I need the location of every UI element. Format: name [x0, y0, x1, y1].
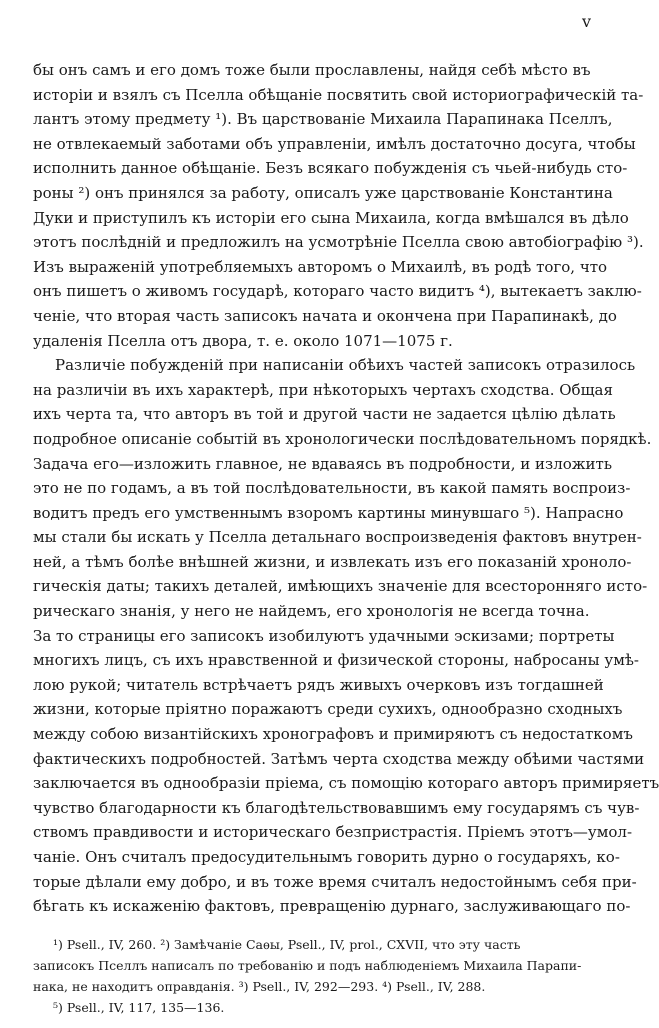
text-line: рическаго знанія, у него не найдемъ, его хронологія не всегда точна. — [33, 602, 590, 621]
text-line: подробное описаніе событій въ хронологически послѣдовательномъ порядкѣ. — [33, 429, 652, 448]
text-line: бѣгать къ искаженію фактовъ, превращенію дурнаго, заслуживающаго по- — [33, 897, 631, 916]
text-line: это не по годамъ, а въ той послѣдовательности, въ какой память воспроиз- — [33, 479, 631, 498]
text-line: удаленія Пселла отъ двора, т. е. около 1071—1075 г. — [33, 331, 453, 350]
text-line: Различіе побужденій при написаніи обѣихъ частей записокъ отразилось — [55, 356, 636, 375]
footnote-line: ¹) Psell., IV, 260. ²) Замѣчаніе Саѳы, Psell., IV, prol., CXVII, что эту часть — [53, 937, 521, 952]
text-line: ней, а тѣмъ болѣе внѣшней жизни, и извлекать изъ его показаній хроноло- — [33, 552, 632, 571]
paragraph-2 — [33, 353, 659, 919]
text-line: ствомъ правдивости и историческаго безпристрастія. Пріемъ этотъ—умол- — [33, 823, 633, 842]
footnotes — [33, 934, 589, 1018]
page-number: v — [582, 12, 592, 31]
text-line: роны ²) онъ принялся за работу, описалъ уже царствованіе Константина — [33, 183, 613, 202]
footnote-line: записокъ Пселлъ написалъ по требованію и подъ наблюденіемъ Михаила Парапи- — [33, 958, 582, 973]
text-line: жизни, которые пріятно поражаютъ среди сухихъ, однообразно сходныхъ — [33, 700, 623, 719]
text-line: Изъ выраженій употребляемыхъ авторомъ о Михаилѣ, въ родѣ того, что — [33, 257, 608, 276]
text-line: фактическихъ подробностей. Затѣмъ черта сходства между обѣими частями — [33, 749, 645, 768]
text-line: между собою византійскихъ хронографовъ и примиряютъ съ недостаткомъ — [33, 725, 633, 744]
text-line: многихъ лицъ, съ ихъ нравственной и физической стороны, набросаны умѣ- — [33, 651, 639, 670]
text-line: исторіи и взялъ съ Пселла обѣщаніе посвятить свой историографическій та- — [33, 85, 644, 104]
text-line: водитъ предъ его умственнымъ взоромъ картины минувшаго ⁵). Напрасно — [33, 503, 624, 522]
text-line: торые дѣлали ему добро, и въ тоже время считалъ недостойнымъ себя при- — [33, 872, 637, 891]
text-line: исполнить данное обѣщаніе. Безъ всякаго побужденія съ чьей-нибудь сто- — [33, 159, 628, 178]
paragraph-1 — [33, 58, 644, 353]
text-line: лою рукой; читатель встрѣчаетъ рядъ живыхъ очерковъ изъ тогдашней — [33, 675, 604, 694]
main-text — [33, 58, 659, 919]
text-line: Дуки и приступилъ къ исторіи его сына Михаила, когда вмѣшался въ дѣло — [33, 208, 629, 227]
text-line: ченіе, что вторая часть записокъ начата и окончена при Парапинакѣ, до — [33, 306, 617, 325]
text-line: За то страницы его записокъ изобилуютъ удачными эскизами; портреты — [33, 626, 615, 645]
text-line: Задача его—изложить главное, не вдаваясь въ подробности, и изложить — [33, 454, 613, 473]
text-line: на различіи въ ихъ характерѣ, при нѣкоторыхъ чертахъ сходства. Общая — [33, 380, 613, 399]
text-line: не отвлекаемый заботами объ управленіи, имѣлъ достаточно досуга, чтобы — [33, 134, 636, 153]
text-line: бы онъ самъ и его домъ тоже были прославлены, найдя себѣ мѣсто въ — [33, 61, 591, 79]
text-line: гическія даты; такихъ деталей, имѣющихъ значеніе для всесторонняго исто- — [33, 577, 648, 596]
footnote-line: ⁵) Psell., IV, 117, 135—136. — [53, 1000, 225, 1015]
text-line: заключается въ однообразіи пріема, съ помощію котораго авторъ примиряетъ — [33, 774, 659, 793]
text-line: лантъ этому предмету ¹). Въ царствованіе Михаила Парапинака Пселлъ, — [33, 110, 613, 129]
text-line: онъ пишетъ о живомъ государѣ, котораго часто видитъ ⁴), вытекаетъ заклю- — [33, 282, 642, 301]
text-line: ихъ черта та, что авторъ въ той и другой части не задается цѣлію дѣлать — [33, 405, 616, 424]
footnote-line: нака, не находитъ оправданія. ³) Psell., IV, 292—293. ⁴) Psell., IV, 288. — [33, 979, 486, 994]
text-line: чувство благодарности къ благодѣтельствовавшимъ ему государямъ съ чув- — [33, 798, 640, 817]
text-line: чаніе. Онъ считалъ предосудительнымъ говорить дурно о государяхъ, ко- — [33, 848, 620, 866]
text-line: мы стали бы искать у Пселла детальнаго воспроизведенія фактовъ внутрен- — [33, 528, 642, 547]
text-line: этотъ послѣдній и предложилъ на усмотрѣніе Пселла свою автобіографію ³). — [33, 233, 644, 252]
